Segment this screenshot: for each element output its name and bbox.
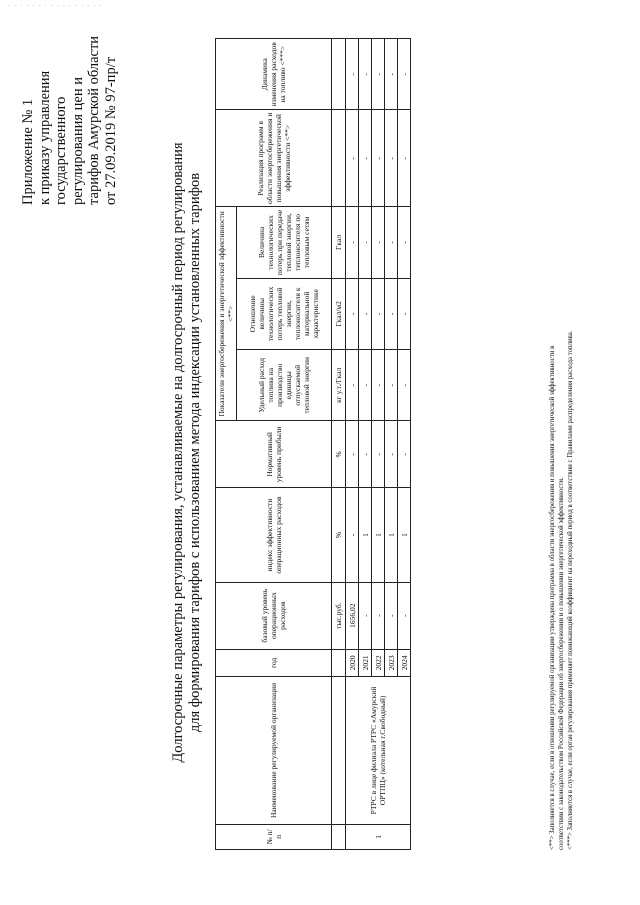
scan-artifact: · · · · · · · · · · · · · · · ·	[8, 2, 103, 10]
header-norm: Нормативный уровень прибыли	[216, 421, 332, 488]
ratio-cell: -	[398, 278, 411, 349]
losses-cell: -	[346, 207, 359, 278]
ratio-cell: -	[359, 278, 372, 349]
appendix-line: регулирования цен и	[69, 77, 86, 205]
dynamics-cell: -	[346, 39, 359, 110]
footnote-line-1: <**> Заполняется в случае, если в отношении регулируемой организации утверждена программа в области энергосбережения и повышения энергетической эффективности в	[549, 345, 556, 850]
row-number: 1	[346, 824, 411, 849]
norm-cell: -	[385, 421, 398, 488]
appendix-line: государственного	[53, 96, 69, 205]
index-cell: 1	[372, 488, 385, 582]
table-row	[346, 39, 359, 850]
losses-cell: -	[372, 207, 385, 278]
unit-fuel: кг у.т./Гкал	[332, 350, 346, 421]
header-losses: Величина технологических потерь при передаче тепловой энергии, теплоносителя по тепловым сетям	[237, 207, 332, 278]
header-energy-group: Показатели энергосбережения и энергетической эффективности <**>	[216, 207, 237, 421]
year-cell: 2020	[346, 649, 359, 677]
unit-cell	[332, 110, 346, 207]
year-cell: 2024	[398, 649, 411, 677]
appendix-line: от 27.09.2019 № 97-пр/т	[102, 56, 119, 205]
header-org: Наименование регулируемой организации	[216, 677, 332, 824]
year-cell: 2021	[359, 649, 372, 677]
unit-base: тыс.руб.	[332, 582, 346, 649]
losses-cell: -	[385, 207, 398, 278]
base-cell: -	[372, 582, 385, 649]
unit-cell	[332, 39, 346, 110]
header-dynamics: Динамика изменения расходов на топливо <***>	[216, 39, 332, 110]
title-line-1: Долгосрочные параметры регулирования, устанавливаемые на долгосрочный период регулирования	[170, 142, 186, 763]
fuel-cell: -	[346, 350, 359, 421]
program-cell: -	[359, 110, 372, 207]
norm-cell: -	[398, 421, 411, 488]
parameters-table	[215, 38, 411, 850]
norm-cell: -	[359, 421, 372, 488]
title-line-2: для формирования тарифов с использованием метода индексации установленных тарифов	[187, 172, 203, 733]
appendix-line: к приказу управления	[36, 70, 53, 205]
year-cell: 2023	[385, 649, 398, 677]
dynamics-cell: -	[385, 39, 398, 110]
year-cell: 2022	[372, 649, 385, 677]
header-ratio: Отношение величины технологических потерь тепловой энергии, теплоносителя к материальной характеристике	[237, 278, 332, 349]
unit-index: %	[332, 488, 346, 582]
dynamics-cell: -	[359, 39, 372, 110]
appendix-line: Приложение № 1	[20, 98, 36, 205]
norm-cell: -	[346, 421, 359, 488]
base-cell: -	[385, 582, 398, 649]
appendix-block	[20, 5, 119, 205]
unit-cell	[332, 649, 346, 677]
index-cell: 1	[385, 488, 398, 582]
unit-cell	[332, 824, 346, 849]
header-year: год	[216, 649, 332, 677]
program-cell: -	[346, 110, 359, 207]
footnote-line-3: <***> Заполняется в случае, если орган регулирования применяет понижающий коэффициент на переходный период в соответствии с Правилами распределения расхода топлива.	[567, 330, 574, 850]
header-num: № п/ п	[216, 824, 332, 849]
header-base: базовый уровень операционных расходов	[216, 582, 332, 649]
fuel-cell: -	[372, 350, 385, 421]
fuel-cell: -	[398, 350, 411, 421]
program-cell: -	[398, 110, 411, 207]
fuel-cell: -	[385, 350, 398, 421]
org-name: РТРС в лице филиала РТРС «Амурский ОРТПЦ» (котельная г.Свободный)	[346, 677, 411, 824]
ratio-cell: -	[372, 278, 385, 349]
footnotes	[548, 30, 575, 850]
header-program: Реализация программ в области энергосбережения и повышения энергетической эффективности <**>	[216, 110, 332, 207]
ratio-cell: -	[346, 278, 359, 349]
norm-cell: -	[372, 421, 385, 488]
unit-cell	[332, 677, 346, 824]
dynamics-cell: -	[372, 39, 385, 110]
fuel-cell: -	[359, 350, 372, 421]
appendix-line: тарифов Амурской области	[86, 35, 102, 205]
program-cell: -	[372, 110, 385, 207]
header-index: индекс эффективности операционных расходов	[216, 488, 332, 582]
index-cell: 1	[398, 488, 411, 582]
footnote-line-2: соответствии с законодательством Российской Федерации об энергосбережении и о повышении энергетической эффективности.	[558, 477, 565, 850]
index-cell: 1	[359, 488, 372, 582]
program-cell: -	[385, 110, 398, 207]
base-cell: -	[398, 582, 411, 649]
unit-norm: %	[332, 421, 346, 488]
unit-losses: Гкал	[332, 207, 346, 278]
ratio-cell: -	[385, 278, 398, 349]
losses-cell: -	[398, 207, 411, 278]
index-cell: -	[346, 488, 359, 582]
base-cell: 1656,02	[346, 582, 359, 649]
losses-cell: -	[359, 207, 372, 278]
unit-ratio: Гкал/м2	[332, 278, 346, 349]
base-cell: -	[359, 582, 372, 649]
document-title	[170, 0, 204, 905]
header-fuel: Удельный расход топлива на производство единицы отпускаемой тепловой энергии	[237, 350, 332, 421]
dynamics-cell: -	[398, 39, 411, 110]
